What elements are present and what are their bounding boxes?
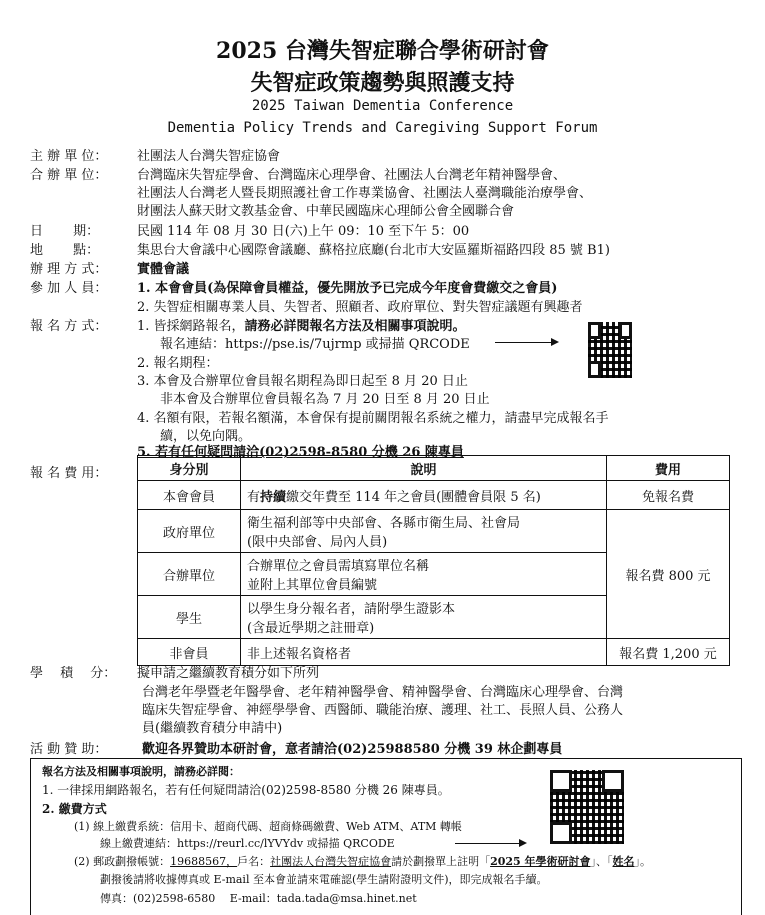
co-organizer-line: 台灣臨床失智症學會、台灣臨床心理學會、社團法人台灣老年精神醫學會、 — [137, 168, 567, 183]
table-header: 費用 — [607, 456, 730, 481]
row-type: 本會會員 — [138, 481, 241, 510]
notes-item-2-3: 劃撥後請將收據傳真或 E-mail 至本會並請來電確認(學生請附證明文件)，即完成報名手續。 — [100, 873, 548, 886]
signup-item-1-text: 1. 皆採網路報名， — [137, 319, 245, 334]
row-desc-line: (限中央部會、局內人員) — [247, 535, 388, 550]
participant-item: 1. 本會會員(為保障會員權益，優先開放予已完成今年度會費繳交之會員) — [137, 281, 558, 296]
remark-name: 姓名 — [612, 855, 635, 868]
row-fee: 報名費 800 元 — [607, 510, 730, 639]
notes-contact: 傳真：(02)2598-6580 E-mail：tada.tada@msa.hinet.net — [100, 892, 417, 905]
credits-label: 學 積 分： — [30, 666, 117, 681]
date-label: 日 期： — [30, 224, 100, 239]
page-subtitle: 失智症政策趨勢與照護支持 — [250, 70, 515, 96]
table-header: 說明 — [241, 456, 607, 481]
page-title: 2025 台灣失智症聯合學術研討會 — [216, 38, 549, 64]
row-fee: 報名費 1,200 元 — [607, 639, 730, 666]
participant-item: 2. 失智症相關專業人員、失智者、照顧者、政府單位、對失智症議題有興趣者 — [137, 300, 583, 315]
table-row — [138, 510, 730, 553]
row-desc: 非上述報名資格者 — [241, 639, 607, 666]
credits-line: 臨床失智症學會、神經學學會、西醫師、職能治療、護理、社工、長照人員、公務人 — [142, 703, 624, 718]
row-desc — [241, 481, 607, 510]
participants-label: 參 加 人 員： — [30, 281, 108, 296]
organizer-label: 主 辦 單 位： — [30, 149, 108, 164]
arrow-right-icon — [455, 843, 525, 844]
postal-account: 19688567， — [170, 855, 238, 868]
credits-line: 員(繼續教育積分申請中) — [142, 721, 283, 736]
remark-event: 2025 年學術研討會 — [490, 855, 591, 868]
notes-payment-link[interactable]: 線上繳費連結：https://reurl.cc/lYVYdv 或掃描 QRCODE — [100, 837, 395, 850]
co-organizer-line: 財團法人蘇天財文教基金會、中華民國臨床心理師公會全國聯合會 — [137, 204, 515, 219]
sponsor-value: 歡迎各界贊助本研討會，意者請洽(02)25988580 分機 39 林企劃專員 — [142, 742, 563, 757]
signup-label: 報 名 方 式： — [30, 319, 108, 334]
fee-table — [137, 455, 730, 666]
mode-value: 實體會議 — [137, 262, 190, 277]
signup-item-2: 2. 報名期程： — [137, 356, 219, 371]
row-desc-part: 有 — [247, 489, 261, 505]
row-desc-line: 合辦單位之會員需填寫單位名稱 — [247, 559, 430, 574]
signup-item-1-emphasis: 請務必詳閱報名方法及相關事項說明。 — [244, 319, 466, 334]
notes-item-2: 2. 繳費方式 — [42, 802, 107, 816]
account-name: 社團法人台灣失智症協會 — [270, 855, 392, 868]
mode-label: 辦 理 方 式： — [30, 262, 108, 277]
table-row — [138, 481, 730, 510]
qrcode-icon[interactable] — [588, 322, 632, 378]
table-header-row — [138, 456, 730, 481]
signup-link[interactable]: 報名連結：https://pse.is/7ujrmp 或掃描 QRCODE — [160, 337, 470, 352]
organizer-value: 社團法人台灣失智症協會 — [137, 149, 281, 164]
row-desc-part: 持續 — [260, 489, 287, 505]
notes-part: 請於劃撥單上註明「 — [391, 855, 491, 868]
signup-item-5: 5. 若有任何疑問請洽(02)2598-8580 分機 26 陳專員 — [137, 445, 464, 460]
row-type: 合辦單位 — [138, 553, 241, 596]
qrcode-icon[interactable] — [550, 770, 624, 844]
notes-part: 」、「 — [590, 855, 613, 868]
notes-heading: 報名方法及相關事項說明，請務必詳閱： — [42, 765, 240, 778]
venue-value: 集思台大會議中心國際會議廳、蘇格拉底廳(台北市大安區羅斯福路四段 85 號 B1) — [137, 243, 610, 258]
notes-part: (2) 郵政劃撥帳號： — [74, 855, 171, 868]
signup-item-3b: 非本會及合辦單位會員報名為 7 月 20 日至 8 月 20 日止 — [160, 392, 490, 407]
venue-label: 地 點： — [30, 243, 100, 258]
credits-line: 擬申請之繼續教育積分如下所列 — [137, 666, 320, 681]
row-desc — [241, 553, 607, 596]
row-desc-line: 並附上其單位會員編號 — [247, 578, 378, 593]
row-type: 學生 — [138, 596, 241, 639]
row-desc-part: 繳交年費至 114 年之會員(團體會員限 5 名) — [286, 489, 541, 505]
notes-item-2-1: (1) 線上繳費系統：信用卡、超商代碼、超商條碼繳費、Web ATM、ATM 轉帳 — [74, 820, 462, 833]
sponsor-label: 活 動 贊 助： — [30, 742, 108, 757]
row-desc-line: 以學生身分報名者，請附學生證影本 — [247, 602, 456, 617]
arrow-right-icon — [495, 342, 557, 343]
row-fee: 免報名費 — [607, 481, 730, 510]
signup-item-4: 4. 名額有限，若報名額滿，本會保有提前關閉報名系統之權力，請盡早完成報名手 — [137, 411, 609, 426]
notes-part: 」。 — [634, 855, 652, 868]
signup-item-3: 3. 本會及合辦單位會員報名期程為即日起至 8 月 20 日止 — [137, 374, 468, 389]
row-type: 非會員 — [138, 639, 241, 666]
signup-item-1 — [137, 315, 466, 334]
notes-part: 戶名： — [237, 855, 271, 868]
notes-item-1: 1. 一律採用網路報名，若有任何疑問請洽(02)2598-8580 分機 26 陳專員。 — [42, 783, 450, 797]
row-desc-line: (含最近學期之註冊章) — [247, 621, 375, 636]
row-type: 政府單位 — [138, 510, 241, 553]
signup-item-4b: 續，以免向隅。 — [160, 429, 252, 444]
notes-item-2-2 — [74, 853, 651, 869]
credits-line: 台灣老年學暨老年醫學會、老年精神醫學會、精神醫學會、台灣臨床心理學會、台灣 — [142, 685, 624, 700]
fee-label: 報 名 費 用： — [30, 466, 108, 481]
row-desc — [241, 596, 607, 639]
row-desc-line: 衛生福利部等中央部會、各縣市衛生局、社會局 — [247, 516, 521, 531]
co-organizer-line: 社團法人台灣老人暨長期照護社會工作專業協會、社團法人臺灣職能治療學會、 — [137, 186, 593, 201]
date-value: 民國 114 年 08 月 30 日(六)上午 09：10 至下午 5：00 — [137, 224, 470, 239]
english-title: 2025 Taiwan Dementia Conference — [251, 98, 514, 114]
table-header: 身分別 — [138, 456, 241, 481]
english-subtitle: Dementia Policy Trends and Caregiving Support Forum — [167, 120, 598, 136]
co-organizer-label: 合 辦 單 位： — [30, 168, 108, 183]
row-desc — [241, 510, 607, 553]
